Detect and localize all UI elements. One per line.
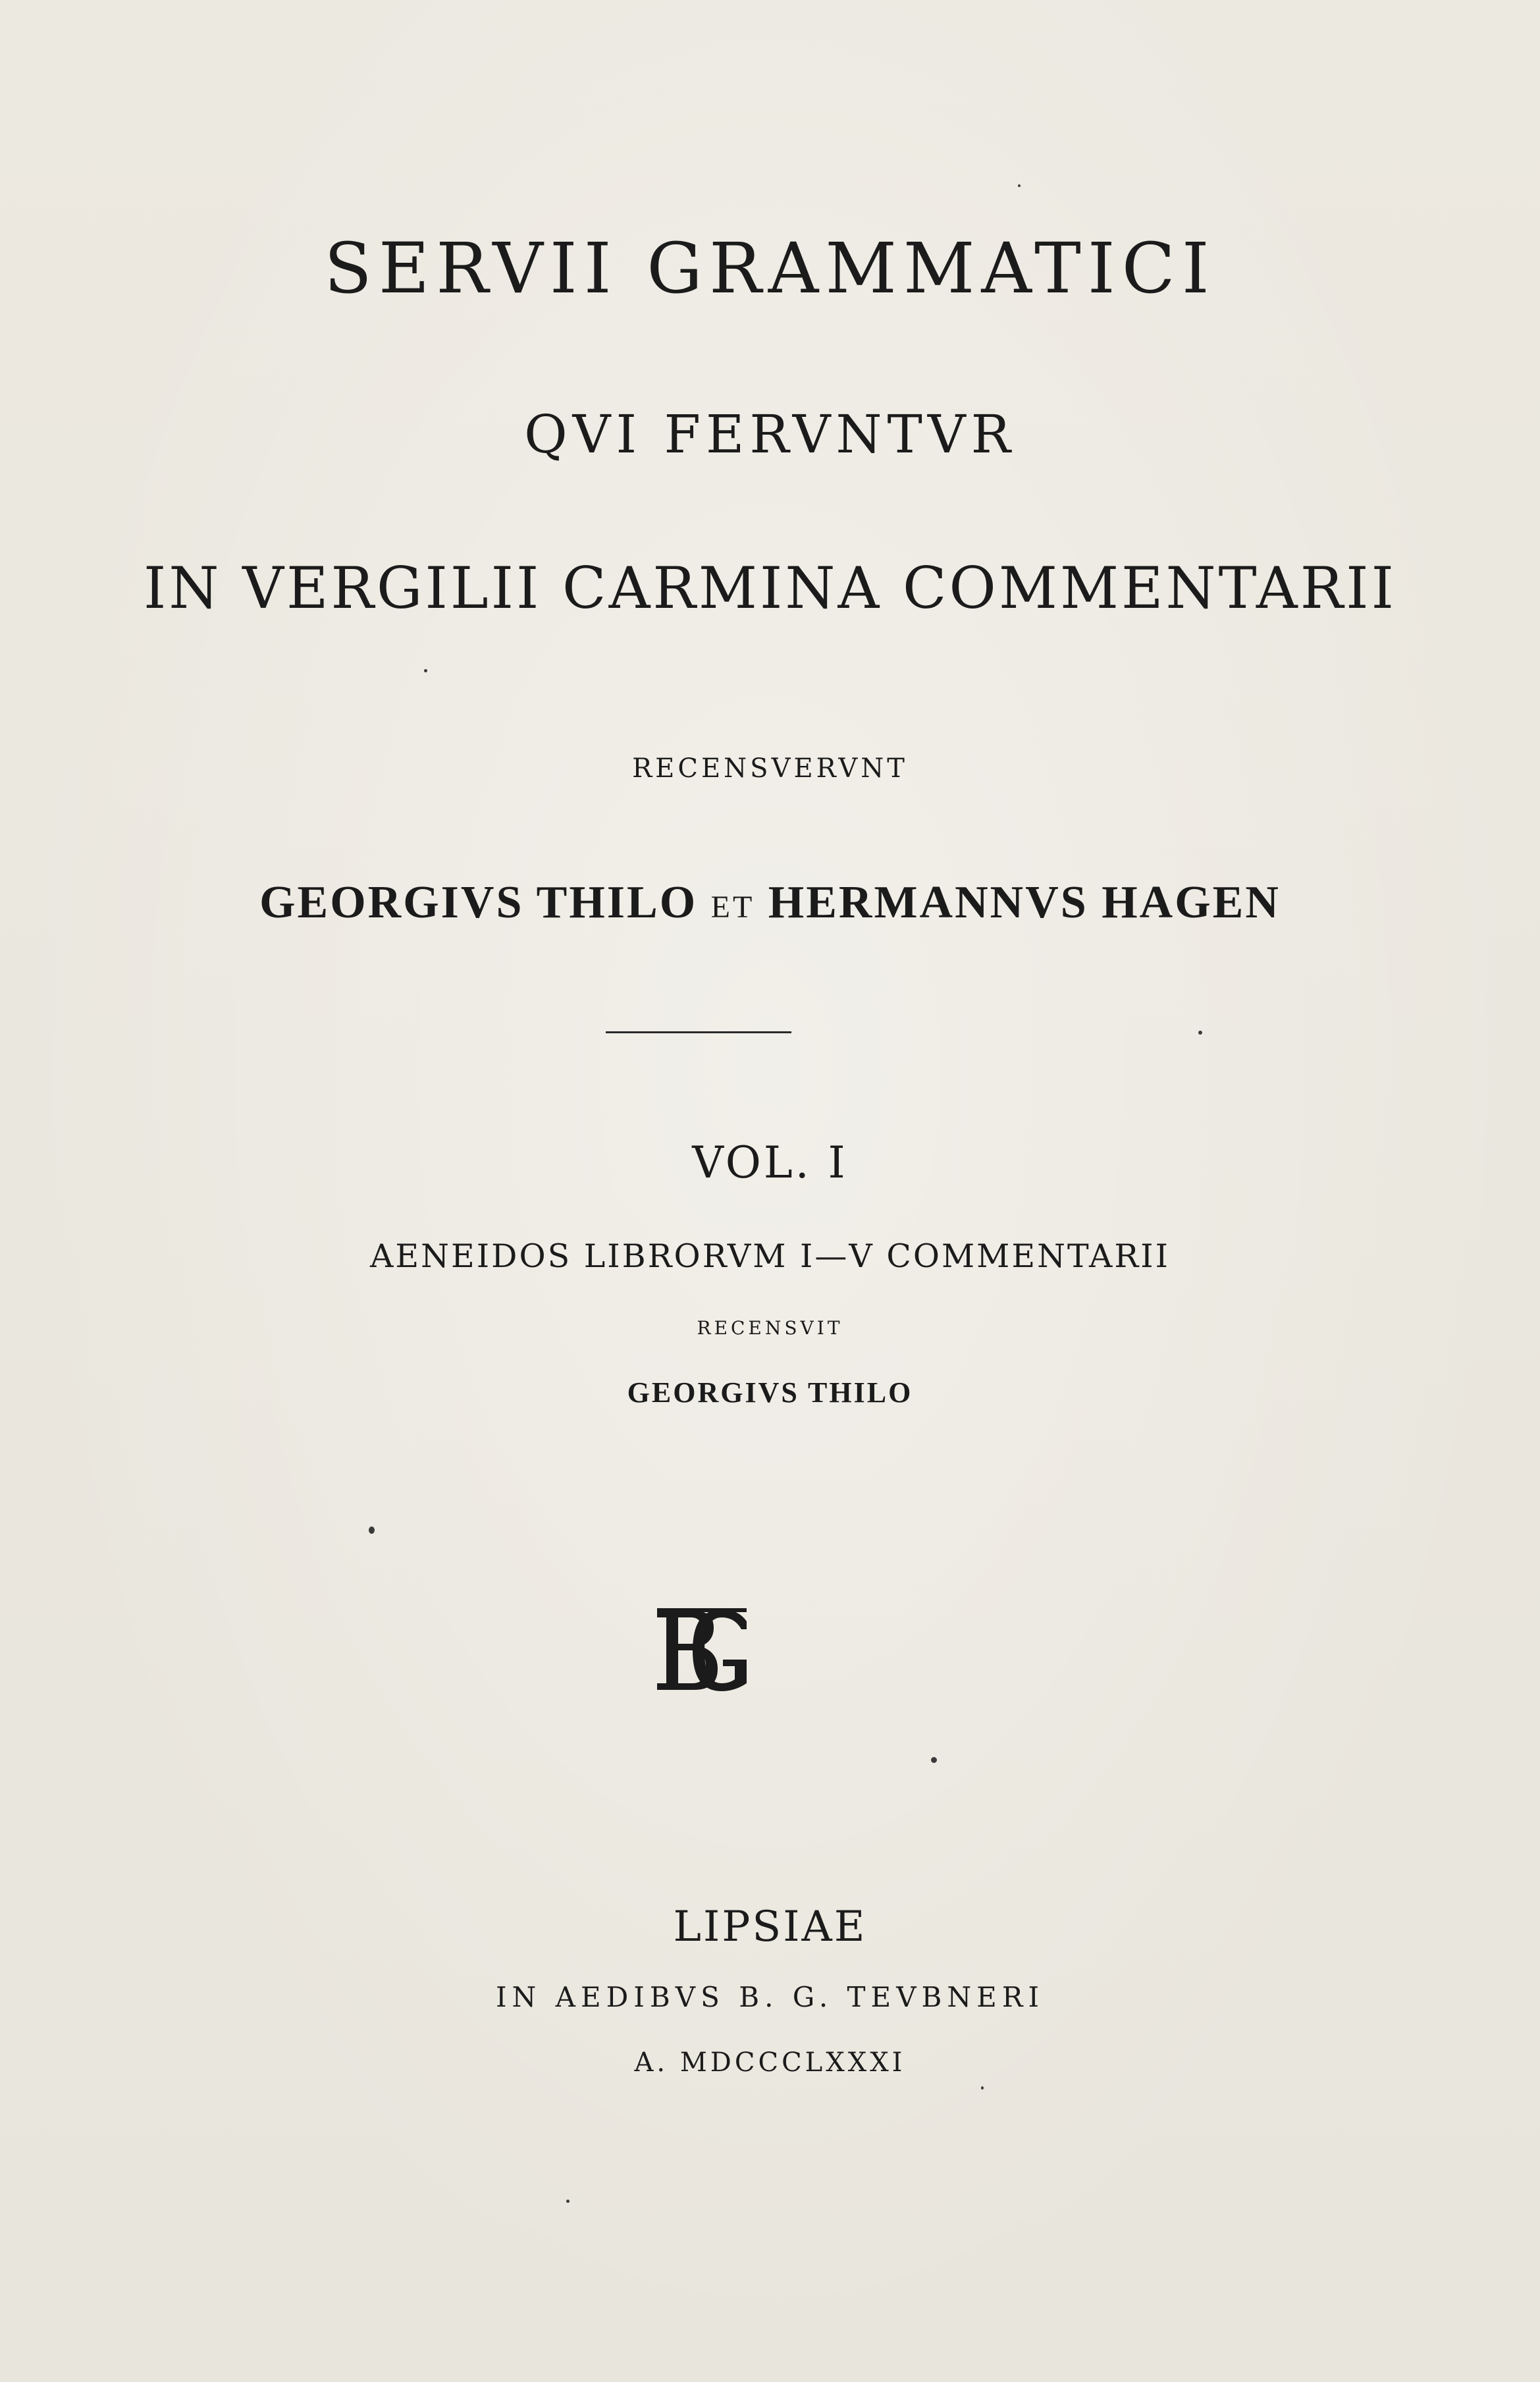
paper-speck bbox=[931, 1757, 937, 1763]
recensuit-label: RECENSVIT bbox=[697, 1317, 843, 1339]
authors-line bbox=[0, 877, 1540, 928]
place-of-publication: LIPSIAE bbox=[673, 1903, 867, 1951]
paper-speck bbox=[369, 1527, 375, 1534]
paper-speck bbox=[424, 669, 427, 672]
publisher-line: IN AEDIBVS B. G. TEVBNERI bbox=[495, 1981, 1045, 2013]
paper-speck bbox=[566, 2200, 570, 2203]
author-thilo: GEORGIVS THILO bbox=[259, 877, 698, 928]
subtitle: QVI FERVNTVR bbox=[524, 404, 1016, 465]
paper-speck bbox=[1018, 184, 1021, 187]
volume-title: AENEIDOS LIBRORVM I—V COMMENTARII bbox=[370, 1237, 1170, 1275]
paper-speck bbox=[1198, 1031, 1202, 1035]
volume-editor: GEORGIVS THILO bbox=[627, 1376, 913, 1409]
recensuerunt-label: RECENSVERVNT bbox=[632, 753, 908, 784]
title-line-3: IN VERGILII CARMINA COMMENTARII bbox=[144, 555, 1396, 622]
paper-speck bbox=[981, 2086, 984, 2090]
divider-rule bbox=[606, 1031, 791, 1033]
author-conjunction: ET bbox=[710, 890, 755, 925]
main-title: SERVII GRAMMATICI bbox=[324, 228, 1216, 309]
publisher-monogram-icon bbox=[653, 1602, 751, 1699]
author-hagen: HERMANNVS HAGEN bbox=[768, 877, 1281, 928]
volume-number: VOL. I bbox=[692, 1137, 848, 1188]
publication-year: A. MDCCCLXXXI bbox=[634, 2047, 906, 2078]
